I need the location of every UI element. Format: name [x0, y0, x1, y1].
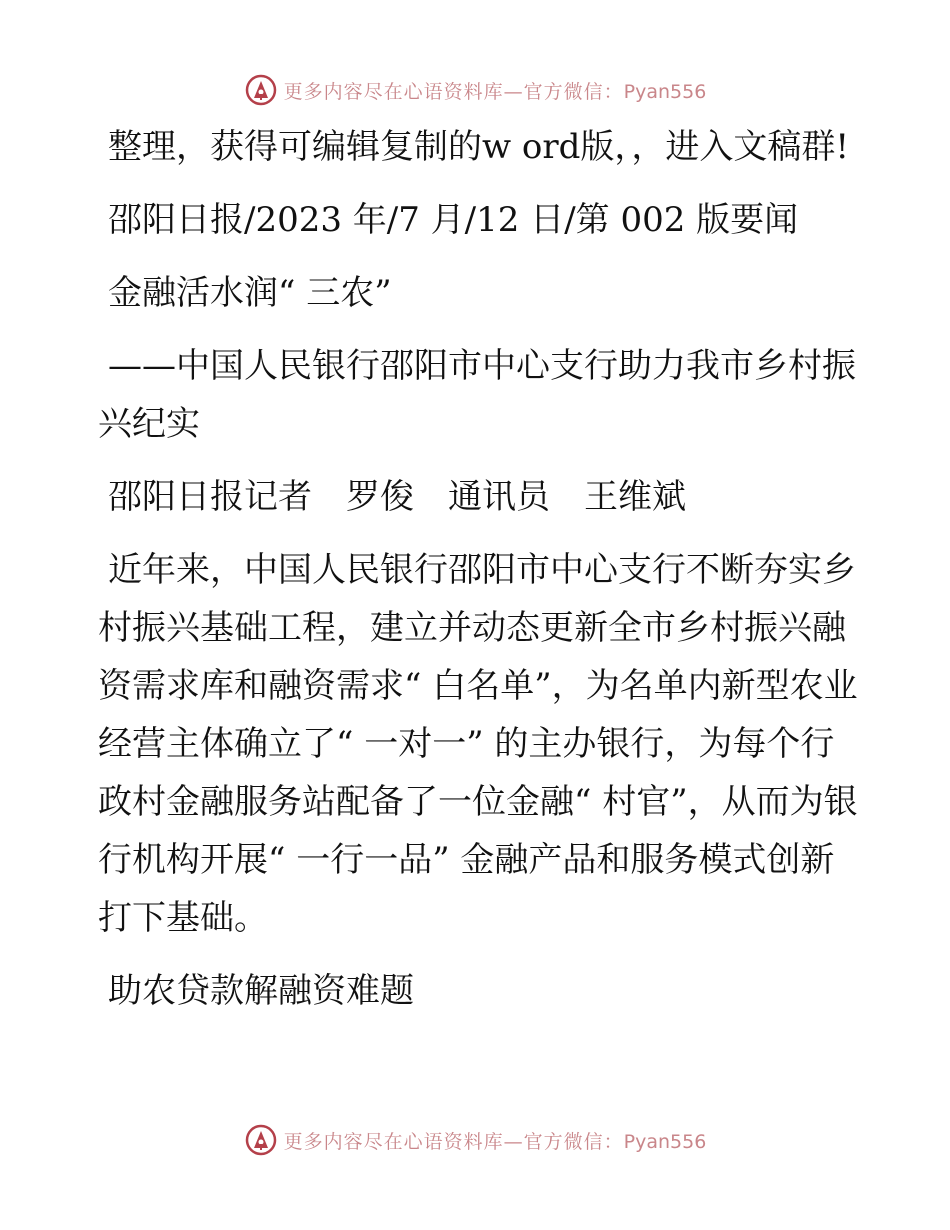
publication-line: 邵阳日报/2023 年/7 月/12 日/第 002 版要闻	[108, 200, 799, 240]
pen-tip-circle-icon	[244, 1123, 278, 1157]
banner-text: 更多内容尽在心语资料库—官方微信：Pyan556	[283, 1130, 707, 1153]
byline: 邵阳日报记者 罗俊 通讯员 王维斌	[108, 477, 686, 517]
banner-text: 更多内容尽在心语资料库—官方微信：Pyan556	[283, 80, 707, 103]
article-title: 金融活水润“ 三农”	[108, 273, 392, 313]
intro-paragraph: 整理，获得可编辑复制的w ord版，，进入文稿群!	[108, 127, 850, 167]
wechat-id: Pyan556	[623, 1130, 707, 1153]
body-paragraph: 近年来，中国人民银行邵阳市中心支行不断夯实乡村振兴基础工程，建立并动态更新全市乡村振兴融资需求库和融资需求“ 白名单”，为名单内新型农业经营主体确立了“ 一对一” 的主办银行，为每个行政村金融服务站配备了一位金融“ 村官”，从而为银行机构开展“ 一行一品” 金融产品和服务模式创新打下基础。	[98, 550, 858, 938]
banner-content	[244, 73, 707, 107]
wechat-id: Pyan556	[623, 80, 707, 103]
pen-tip-circle-icon	[244, 73, 278, 107]
header-watermark-banner	[0, 70, 950, 110]
section-heading: 助农贷款解融资难题	[108, 971, 414, 1011]
document-body	[98, 118, 858, 1035]
footer-watermark-banner	[0, 1120, 950, 1160]
article-subtitle: ——中国人民银行邵阳市中心支行助力我市乡村振兴纪实	[98, 346, 856, 444]
banner-content	[244, 1123, 707, 1157]
